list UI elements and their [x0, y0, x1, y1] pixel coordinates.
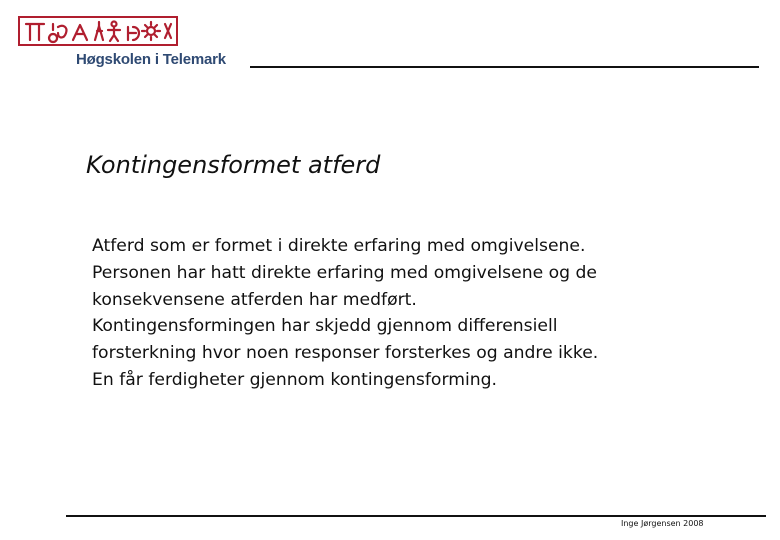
institution-name: Høgskolen i Telemark — [76, 51, 226, 68]
body-line: Kontingensformingen har skjedd gjennom differensiell — [92, 316, 558, 337]
slide-title: Kontingensformet atferd — [86, 151, 381, 179]
header-divider — [250, 66, 759, 68]
body-line: Personen har hatt direkte erfaring med omgivelsene og de — [92, 262, 598, 283]
body-line: En får ferdigheter gjennom kontingensforming. — [92, 369, 497, 390]
footer-divider — [66, 515, 766, 517]
slide-body — [92, 233, 732, 394]
institution-logo — [18, 16, 178, 46]
footer-author-year: Inge Jørgensen 2008 — [621, 519, 704, 528]
body-line: forsterkning hvor noen responser forsterkes og andre ikke. — [92, 343, 599, 364]
body-line: Atferd som er formet i direkte erfaring med omgivelsene. — [92, 236, 586, 256]
body-line: konsekvensene atferden har medført. — [92, 289, 417, 310]
rock-carving-glyphs-icon — [20, 18, 176, 44]
